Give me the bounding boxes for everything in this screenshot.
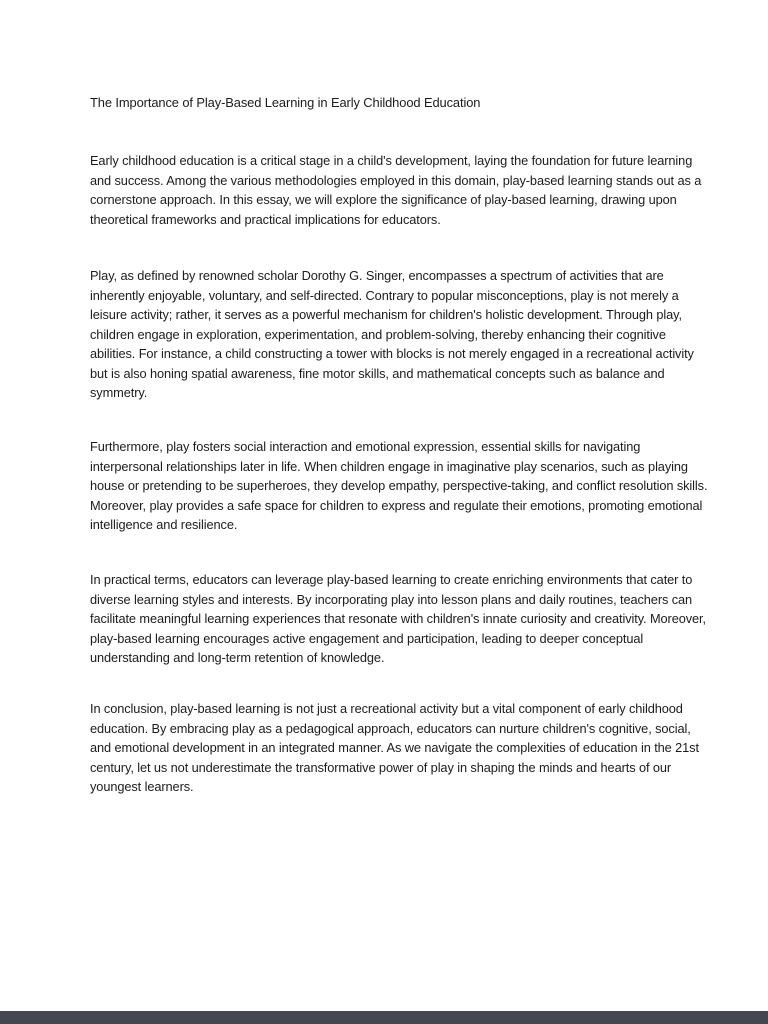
document-title: The Importance of Play-Based Learning in Early Childhood Education	[90, 95, 481, 110]
paragraph-conclusion: In conclusion, play-based learning is not just a recreational activity but a vital component of early childhood education. By embracing play as a pedagogical approach, educators can nurture children's cognitive, social, and emotional development in an integrated manner. As we navigate the complexities of education in the 21st century, let us not underestimate the transformative power of play in shaping the minds and hearts of our youngest learners.	[90, 701, 699, 794]
paragraph-social-emotional: Furthermore, play fosters social interaction and emotional expression, essential skills for navigating interpersonal relationships later in life. When children engage in imaginative play scenarios, such as playing house or pretending to be superheroes, they develop empathy, perspective-taking, and conflict resolution skills. Moreover, play provides a safe space for children to express and regulate their emotions, promoting emotional intelligence and resilience.	[90, 439, 708, 532]
paragraph-practical-terms: In practical terms, educators can leverage play-based learning to create enriching environments that cater to diverse learning styles and interests. By incorporating play into lesson plans and daily routines, teachers can facilitate meaningful learning experiences that resonate with children's innate curiosity and creativity. Moreover, play-based learning encourages active engagement and participation, leading to deeper conceptual understanding and long-term retention of knowledge.	[90, 572, 706, 665]
paragraph-play-definition: Play, as defined by renowned scholar Dorothy G. Singer, encompasses a spectrum of activities that are inherently enjoyable, voluntary, and self-directed. Contrary to popular misconceptions, play is not merely a leisure activity; rather, it serves as a powerful mechanism for children's holistic development. Through play, children engage in exploration, experimentation, and problem-solving, thereby enhancing their cognitive abilities. For instance, a child constructing a tower with blocks is not merely engaged in a recreational activity but is also honing spatial awareness, fine motor skills, and mathematical concepts such as balance and symmetry.	[90, 268, 694, 400]
paragraph-intro: Early childhood education is a critical stage in a child's development, laying the foundation for future learning and success. Among the various methodologies employed in this domain, play-based learning stands out as a cornerstone approach. In this essay, we will explore the significance of play-based learning, drawing upon theoretical frameworks and practical implications for educators.	[90, 153, 702, 227]
page-gap-bar	[0, 1011, 768, 1024]
